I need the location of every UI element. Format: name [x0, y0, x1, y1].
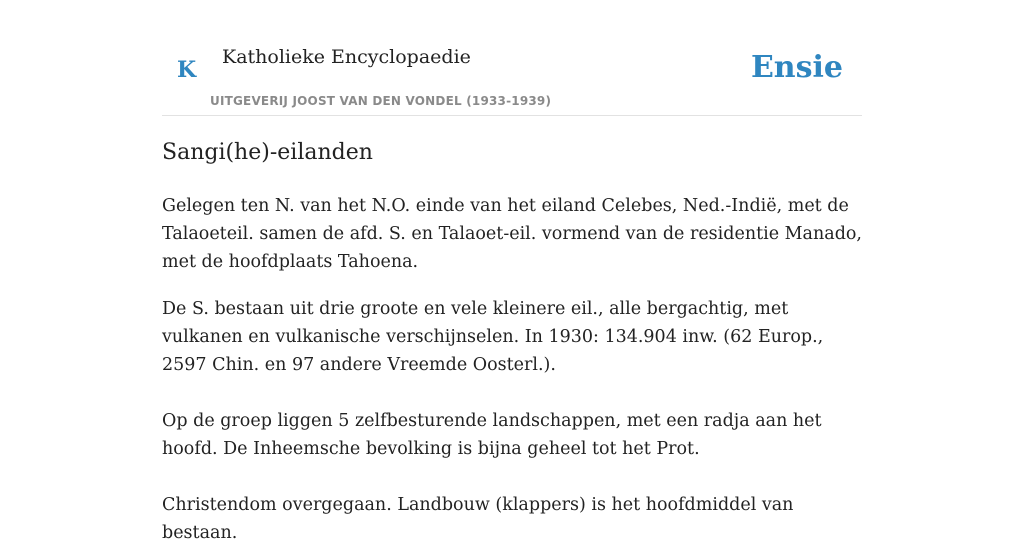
ensie-logo[interactable]: Ensie: [750, 50, 843, 85]
site-header: [162, 0, 862, 116]
article-paragraph: Christendom overgegaan. Landbouw (klappers) is het hoofdmiddel van bestaan.: [162, 495, 794, 543]
article-title: Sangi(he)-eilanden: [162, 140, 373, 165]
article-paragraph: De S. bestaan uit drie groote en vele kleinere eil., alle bergachtig, met vulkanen en vulkanische verschijnselen. In 1930: 134.904 inw. (62 Europ., 2597 Chin. en 97 andere Vreemde Oosterl.).: [162, 299, 824, 375]
article-paragraph: Gelegen ten N. van het N.O. einde van het eiland Celebes, Ned.-Indië, met de Talaoeteil. samen de afd. S. en Talaoet-eil. vormend van de residentie Manado, met de hoofdplaats Tahoena.: [162, 196, 862, 272]
publisher-label: UITGEVERIJ JOOST VAN DEN VONDEL (1933-1939): [210, 94, 552, 108]
encyclopedia-logo-icon[interactable]: K: [177, 57, 197, 83]
article-paragraph: Op de groep liggen 5 zelfbesturende landschappen, met een radja aan het hoofd. De Inheemsche bevolking is bijna geheel tot het Prot.: [162, 411, 822, 459]
article-page: [162, 0, 862, 543]
site-title[interactable]: Katholieke Encyclopaedie: [222, 46, 471, 68]
